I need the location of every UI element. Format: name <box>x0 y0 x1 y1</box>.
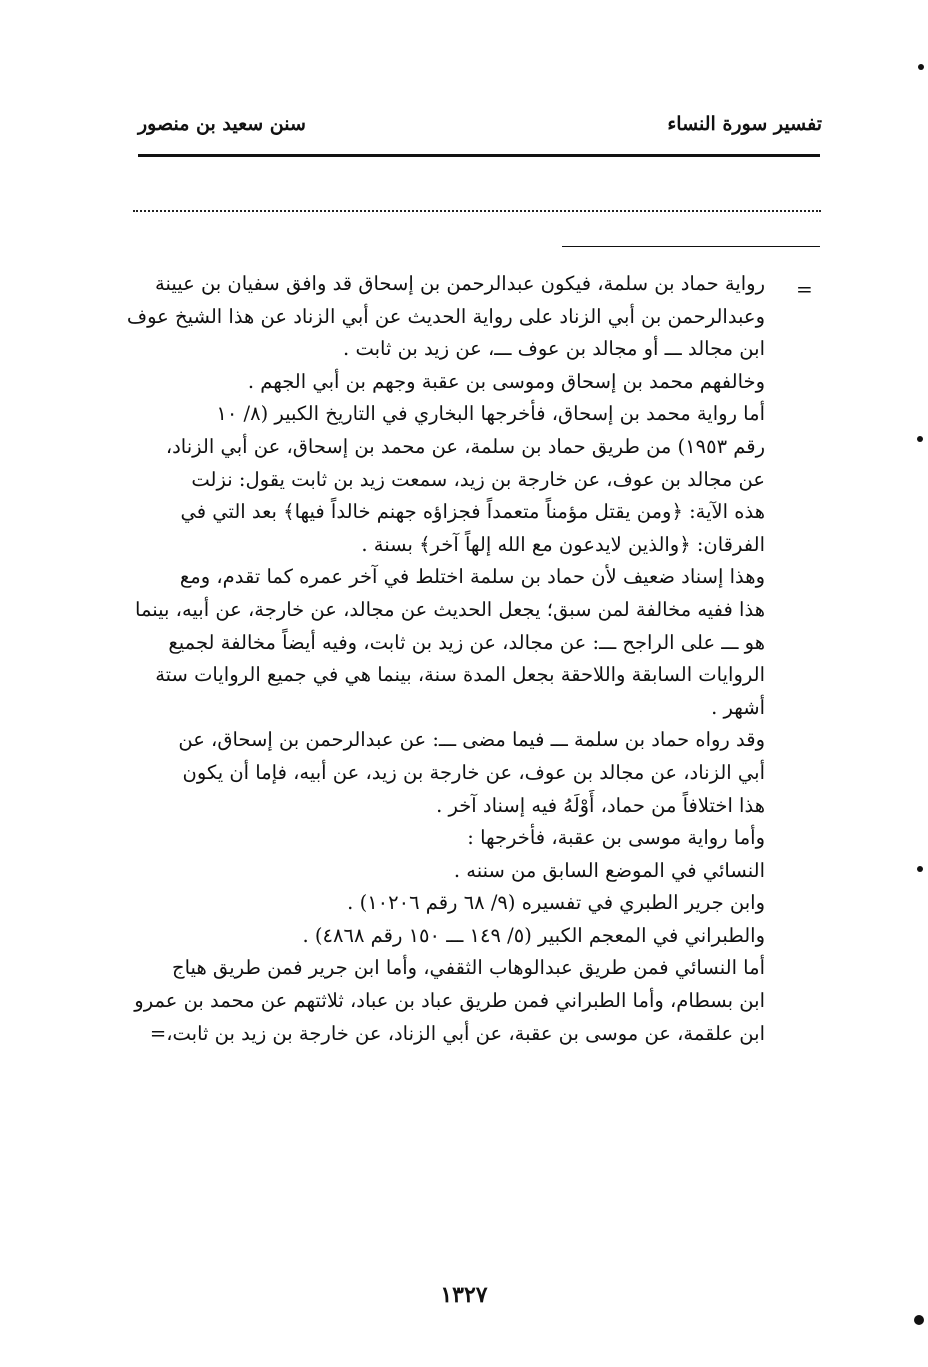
text-line: النسائي في الموضع السابق من سننه . <box>453 858 765 882</box>
text-line: عن مجالد بن عوف، عن خارجة بن زيد، سمعت زيد بن ثابت يقول: نزلت <box>191 467 765 491</box>
text-line: أشهر . <box>711 695 765 719</box>
text-line: الفرقان: ﴿والذين لايدعون مع الله إلهاً آخر﴾ بسنة . <box>361 532 765 556</box>
text-line: أما رواية محمد بن إسحاق، فأخرجها البخاري في التاريخ الكبير (٨/ ١٠ <box>216 402 765 426</box>
scan-speck <box>914 1315 924 1325</box>
text-line: وأما رواية موسى بن عقبة، فأخرجها : <box>467 826 765 850</box>
text-line: ابن بسطام، وأما الطبراني فمن طريق عباد بن عباد، ثلاثتهم عن محمد بن عمرو <box>134 989 765 1013</box>
text-line: هذا ففيه مخالفة لمن سبق؛ يجعل الحديث عن مجالد، عن خارجة، عن أبيه، بينما <box>135 597 765 621</box>
page-number: ١٣٢٧ <box>440 1282 488 1308</box>
continuation-mark: = <box>796 277 813 301</box>
text-line: أما النسائي فمن طريق عبدالوهاب الثقفي، وأما ابن جرير فمن طريق هياج <box>172 956 765 980</box>
text-line: رقم ١٩٥٣) من طريق حماد بن سلمة، عن محمد بن إسحاق، عن أبي الزناد، <box>165 434 765 458</box>
text-line: وخالفهم محمد بن إسحاق وموسى بن عقبة وجهم بن أبي الجهم . <box>247 369 765 393</box>
text-line: وابن جرير الطبري في تفسيره (٩/ ٦٨ رقم ١٠٢٠٦) . <box>347 891 765 915</box>
footnote-rule <box>562 246 820 247</box>
text-line: هذا اختلافاً من حماد، أَوْلَهُ فيه إسناد آخر . <box>436 793 765 817</box>
text-line: هذه الآية: ﴿ومن يقتل مؤمناً متعمداً فجزاؤه جهنم خالداً فيها﴾ بعد التي في <box>180 500 765 524</box>
text-line: وقد رواه حماد بن سلمة ـــ فيما مضى ـــ: عن عبدالرحمن بن إسحاق، عن <box>178 728 765 752</box>
scan-speck <box>917 866 923 872</box>
book-title: سنن سعيد بن منصور <box>138 113 306 135</box>
text-line: رواية حماد بن سلمة، فيكون عبدالرحمن بن إسحاق قد وافق سفيان بن عيينة <box>155 272 765 295</box>
header-rule <box>138 154 820 157</box>
chapter-title: تفسير سورة النساء <box>667 113 822 135</box>
text-line: وهذا إسناد ضعيف لأن حماد بن سلمة اختلط في آخر عمره كما تقدم، ومع <box>179 565 765 589</box>
text-line: هو ـــ على الراجح ـــ: عن مجالد، عن زيد بن ثابت، وفيه أيضاً مخالفة لجميع <box>168 630 765 654</box>
dotted-separator <box>133 210 821 212</box>
scan-speck <box>918 64 924 70</box>
text-line: أبي الزناد، عن مجالد بن عوف، عن خارجة بن زيد، عن أبيه، فإما أن يكون <box>182 760 765 784</box>
footnote-text <box>125 268 765 1050</box>
text-line: والطبراني في المعجم الكبير (٥/ ١٤٩ ـــ ١٥٠ رقم ٤٨٦٨) . <box>302 923 765 947</box>
text-line: ابن علقمة، عن موسى بن عقبة، عن أبي الزناد، عن خارجة بن زيد بن ثابت،= <box>149 1021 765 1045</box>
text-line: ابن مجالد ـــ أو مجالد بن عوف ـــ، عن زيد بن ثابت . <box>343 337 765 361</box>
text-line: وعبدالرحمن بن أبي الزناد على رواية الحديث عن أبي الزناد عن هذا الشيخ عوف <box>126 304 765 328</box>
text-line: الروايات السابقة واللاحقة بجعل المدة سنة، بينما هي في جميع الروايات ستة <box>155 663 765 687</box>
scan-speck <box>917 436 923 442</box>
running-header <box>138 108 822 140</box>
